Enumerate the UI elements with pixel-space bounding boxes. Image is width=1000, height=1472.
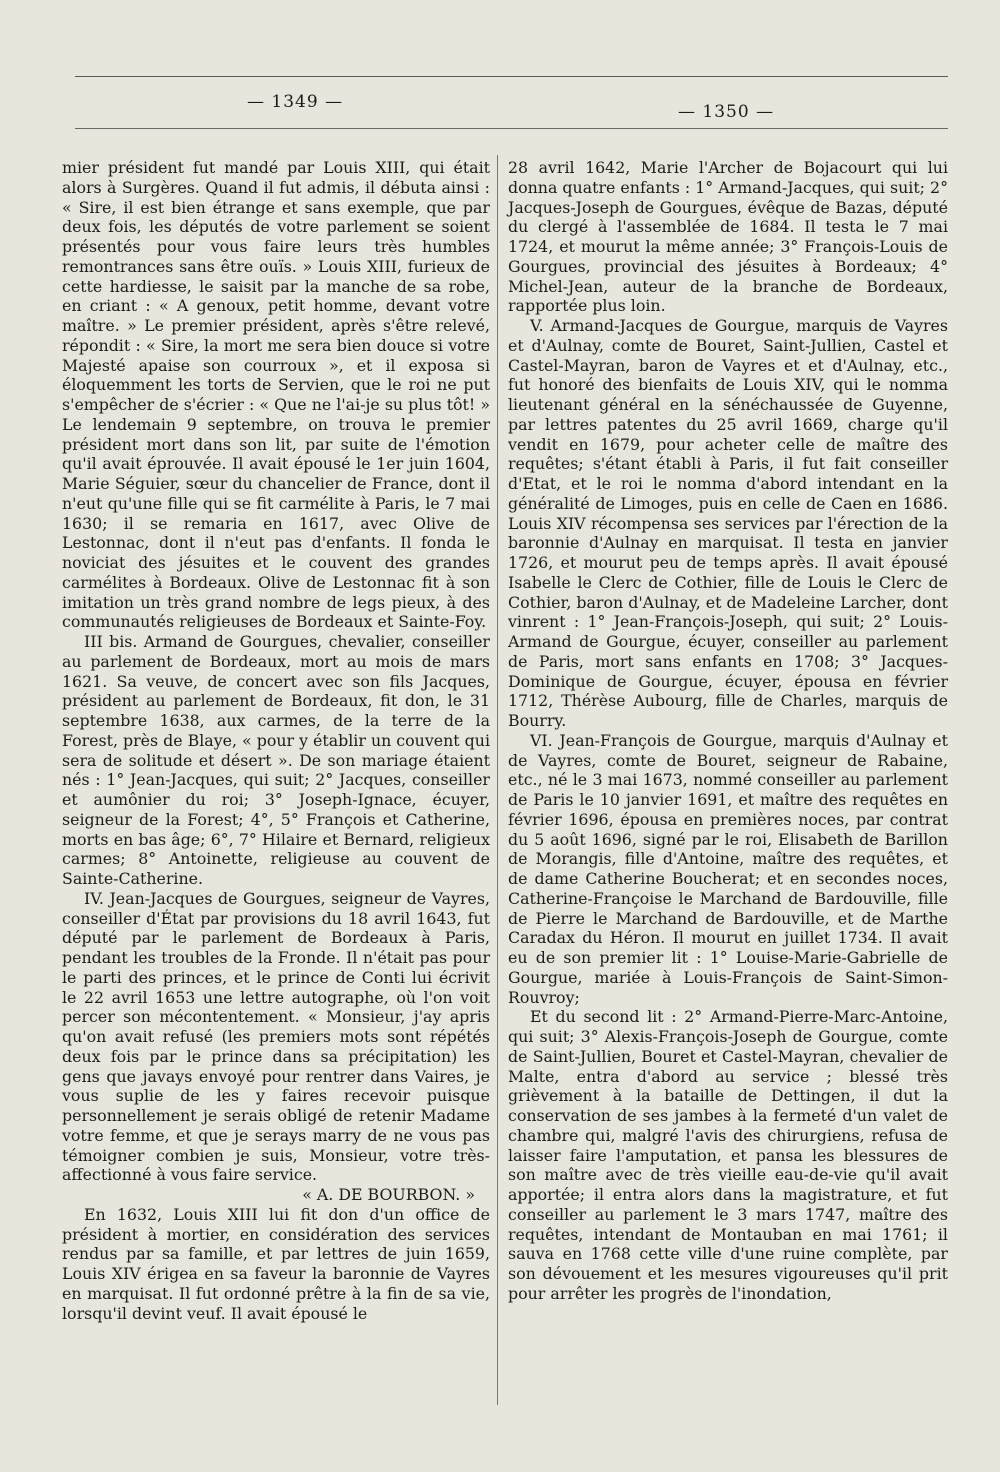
paragraph: III bis. Armand de Gourgues, chevalier, conseiller au parlement de Bordeaux, mort au mois de mars 1621. Sa veuve, de concert avec son fils Jacques, président au parlement de Bordeaux, fit don, le 31 septembre 1638, aux carmes, de la terre de la Forest, près de Blaye, « pour y établir un couvent qui sera de solitude et désert ». De son mariage étaient nés : 1° Jean-Jacques, qui suit; 2° Jacques, conseiller et aumônier du roi; 3° Joseph-Ignace, écuyer, seigneur de la Forest; 4°, 5° François et Catherine, morts en bas âge; 6°, 7° Hilaire et Bernard, religieux carmes; 8° Antoinette, religieuse au couvent de Sainte-Catherine. — [62, 632, 490, 888]
page-number-right: — 1350 — — [678, 102, 775, 122]
paragraph: VI. Jean-François de Gourgue, marquis d'Aulnay et de Vayres, comte de Bouret, seigneur de Rabaine, etc., né le 3 mai 1673, nommé conseiller au parlement de Paris le 10 janvier 1691, et maître des requêtes en février 1696, épousa en premières noces, par contrat du 5 août 1696, signé par le roi, Elisabeth de Barillon de Morangis, fille d'Antoine, maître des requêtes, et de dame Catherine Boucherat; et en secondes noces, Catherine-Françoise le Marchand de Bardouville, fille de Pierre le Marchand de Bardouville, et de Marthe Caradax du Héron. Il mourut en juillet 1734. Il avait eu de son premier lit : 1° Louise-Marie-Gabrielle de Gourgue, mariée à Louis-François de Saint-Simon-Rouvroy; — [508, 730, 948, 1007]
page-number-left: — 1349 — — [247, 92, 344, 112]
left-column — [62, 158, 490, 1323]
paragraph: 28 avril 1642, Marie l'Archer de Bojacourt qui lui donna quatre enfants : 1° Armand-Jacques, qui suit; 2° Jacques-Joseph de Gourgues, évêque de Bazas, député du clergé à l'assemblée de 1684. Il testa le 7 mai 1724, et mourut la même année; 3° François-Louis de Gourgues, provincial des jésuites à Bordeaux; 4° Michel-Jean, auteur de la branche de Bordeaux, rapportée plus loin. — [508, 158, 948, 316]
signature: « A. DE BOURBON. » — [302, 1185, 475, 1204]
paragraph: V. Armand-Jacques de Gourgue, marquis de Vayres et d'Aulnay, comte de Bouret, Saint-Jullien, Castel et Castel-Mayran, baron de Vayres et et d'Aulnay, etc., fut honoré des bienfaits de Louis XIV, qui le nomma lieutenant général en la sénéchaussée de Guyenne, par lettres patentes du 25 avril 1669, charge qu'il vendit en 1679, pour acheter celle de maître des requêtes; s'étant établi à Paris, il fut fait conseiller d'Etat, et le roi le nomma d'abord intendant en la généralité de Limoges, puis en celle de Caen en 1686. Louis XIV récompensa ses services par l'érection de la baronnie d'Aulnay en marquisat. Il testa en janvier 1726, et mourut peu de temps après. Il avait épousé Isabelle le Clerc de Cothier, fille de Louis le Clerc de Cothier, baron d'Aulnay, et de Madeleine Larcher, dont vinrent : 1° Jean-François-Joseph, qui suit; 2° Louis-Armand de Gourgue, écuyer, conseiller au parlement de Paris, mort sans enfants en 1708; 3° Jacques-Dominique de Gourgue, écuyer, épousa en février 1712, Thérèse Aubourg, fille de Charles, marquis de Bourry. — [508, 316, 948, 730]
right-column — [508, 158, 948, 1304]
header-rule-lower — [75, 128, 948, 129]
paragraph: En 1632, Louis XIII lui fit don d'un office de président à mortier, en considération des services rendus par sa famille, et par lettres de juin 1659, Louis XIV érigea en sa faveur la baronnie de Vayres en marquisat. Il fut ordonné prêtre à la fin de sa vie, lorsqu'il devint veuf. Il avait épousé le — [62, 1204, 490, 1323]
column-divider — [497, 155, 498, 1405]
paragraph: Et du second lit : 2° Armand-Pierre-Marc-Antoine, qui suit; 3° Alexis-François-Joseph de Gourgue, comte de Saint-Jullien, Bouret et Castel-Mayran, chevalier de Malte, entra d'abord au service ; blessé très grièvement à la bataille de Dettingen, il dut la conservation de ses jambes à la fermeté d'un valet de chambre qui, malgré l'avis des chirurgiens, refusa de laisser faire l'amputation, et pansa les blessures de son maître avec de très vieille eau-de-vie qu'il avait apportée; il entra alors dans la magistrature, et fut conseiller au parlement le 3 mars 1747, maître des requêtes, intendant de Montauban en mai 1761; il sauva en 1768 cette ville d'une ruine complète, par son dévouement et les mesures vigoureuses qu'il prit pour arrêter les progrès de l'inondation, — [508, 1007, 948, 1303]
paragraph: IV. Jean-Jacques de Gourgues, seigneur de Vayres, conseiller d'État par provisions du 18 avril 1643, fut député par le parlement de Bordeaux à Paris, pendant les troubles de la Fronde. Il n'était pas pour le parti des princes, et le prince de Conti lui écrivit le 22 avril 1653 une lettre autographe, où l'on voit percer son mécontentement. « Monsieur, j'ay apris qu'on avait refusé (les premiers mots sont répétés deux fois par le prince dans sa précipitation) les gens que javays envoyé pour rentrer dans Vaires, je vous suplie de les y faires recevoir puisque personnellement je serais obligé de retenir Madame votre femme, et que je serays marry de ne vous pas témoigner combien je suis, Monsieur, votre très-affectionné à vous faire service. — [62, 888, 490, 1185]
header-rule — [75, 76, 948, 77]
paragraph: mier président fut mandé par Louis XIII, qui était alors à Surgères. Quand il fut admis, il débuta ainsi : « Sire, il est bien étrange et sans exemple, que par deux fois, les députés de votre parlement se soient présentés pour vous faire leurs très humbles remontrances sans être ouïs. » Louis XIII, furieux de cette hardiesse, le saisit par la manche de sa robe, en criant : « A genoux, petit homme, devant votre maître. » Le premier président, après s'être relevé, répondit : « Sire, la mort me sera bien douce si votre Majesté apaise son courroux », et il exposa si éloquemment les torts de Servien, que le roi ne put s'empêcher de s'écrier : « Que ne l'ai-je su plus tôt! » Le lendemain 9 septembre, on trouva le premier président mort dans son lit, par suite de l'émotion qu'il avait éprouvée. Il avait épousé le 1er juin 1604, Marie Séguier, sœur du chancelier de France, dont il n'eut qu'une fille qui se fit carmélite à Paris, le 7 mai 1630; il se remaria en 1617, avec Olive de Lestonnac, dont il n'eut pas d'enfants. Il fonda le noviciat des jésuites et le couvent des grandes carmélites à Bordeaux. Olive de Lestonnac fit à son imitation un très grand nombre de legs pieux, à des communautés religieuses de Bordeaux et Sainte-Foy. — [62, 158, 490, 632]
